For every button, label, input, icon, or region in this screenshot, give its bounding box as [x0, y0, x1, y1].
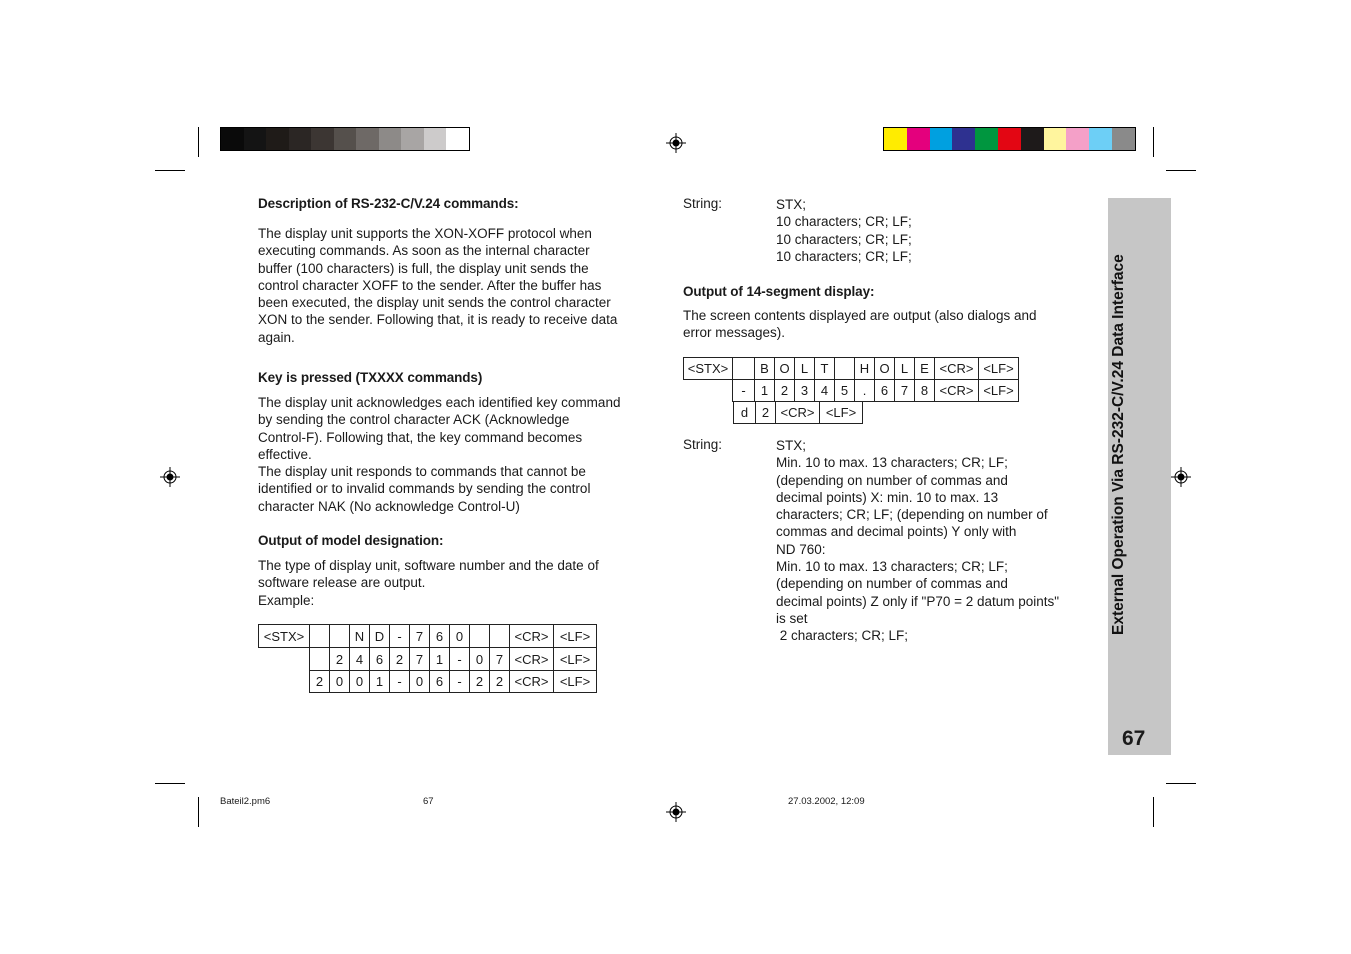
color-swatch [1021, 128, 1044, 150]
grey-swatch [289, 128, 312, 150]
table-cell: 0 [330, 671, 350, 693]
text-line: again. [258, 329, 295, 345]
string-label: String: [683, 196, 723, 211]
text-line: effective. [258, 446, 312, 462]
table-cell: 1 [370, 671, 390, 693]
text-line: Min. 10 to max. 13 characters; CR; LF; [776, 455, 1008, 471]
text-line: 10 characters; CR; LF; [776, 214, 912, 230]
table-cell: 2 [330, 648, 350, 671]
text-line: STX; [776, 197, 807, 212]
grey-calibration-strip [220, 127, 470, 151]
table-cell: . [855, 380, 875, 402]
text-line: commas and decimal points) Y only with [776, 524, 1017, 540]
text-line: character NAK (No acknowledge Control-U) [258, 498, 520, 514]
table-cell: 0 [450, 625, 470, 648]
text-line: STX; [776, 438, 807, 453]
model-designation-table [258, 624, 597, 693]
table-cell [259, 648, 310, 671]
table-cell: - [390, 671, 410, 693]
table-cell [330, 625, 350, 648]
text-line: The display unit acknowledges each identified key command [258, 395, 621, 410]
text-line: ND 760: [776, 541, 826, 557]
table-cell: 7 [410, 625, 430, 648]
text-line: (depending on number of commas and [776, 576, 1008, 592]
section-heading-key-pressed: Key is pressed (TXXXX commands) [258, 370, 483, 385]
table-cell: 2 [470, 671, 490, 693]
table-cell: <CR> [935, 380, 979, 402]
paragraph-model [258, 557, 663, 609]
color-swatch [975, 128, 998, 150]
footer-date: 27.03.2002, 12:09 [788, 796, 865, 807]
registration-mark-icon [666, 802, 686, 822]
table-cell: 2 [756, 402, 776, 424]
text-line: is set [776, 610, 808, 626]
section-heading-rs232: Description of RS-232-C/V.24 commands: [258, 196, 519, 211]
grey-swatch [266, 128, 289, 150]
paragraph-xon-xoff [258, 225, 663, 346]
string-label: String: [683, 437, 723, 452]
text-line: decimal points) X: min. 10 to max. 13 [776, 489, 999, 505]
table-cell: - [390, 625, 410, 648]
table-row [259, 648, 597, 671]
table-cell: <CR> [776, 402, 820, 424]
table-cell: 6 [875, 380, 895, 402]
grey-swatch [379, 128, 402, 150]
grey-swatch [446, 128, 469, 150]
crop-mark [1153, 797, 1154, 827]
paragraph-key-pressed [258, 394, 663, 515]
string-description-2 [776, 437, 1086, 645]
registration-mark-icon [160, 467, 180, 487]
table-cell: 2 [310, 671, 330, 693]
table-cell: - [450, 648, 470, 671]
table-cell: L [895, 358, 915, 380]
table-row [734, 402, 863, 424]
table-cell [470, 625, 490, 648]
grey-swatch [424, 128, 447, 150]
page-number: 67 [1122, 727, 1146, 750]
table-row [259, 625, 597, 648]
table-cell: 4 [815, 380, 835, 402]
crop-mark [198, 797, 199, 827]
crop-mark [1166, 783, 1196, 784]
grey-swatch [244, 128, 267, 150]
text-line: 10 characters; CR; LF; [776, 231, 912, 247]
table-cell [490, 625, 510, 648]
text-line: 10 characters; CR; LF; [776, 248, 912, 264]
segment-display-table [683, 357, 1019, 402]
table-cell [310, 648, 330, 671]
table-cell: 0 [350, 671, 370, 693]
table-cell [684, 380, 733, 402]
footer-page: 67 [423, 796, 434, 807]
table-cell: 8 [915, 380, 935, 402]
table-row [684, 380, 1019, 402]
table-cell: E [915, 358, 935, 380]
color-swatch [1044, 128, 1067, 150]
text-line: XON to the sender. Following that, it is ready to receive data [258, 312, 618, 328]
table-cell: <LF> [554, 648, 597, 671]
table-cell: d [734, 402, 756, 424]
crop-mark [155, 170, 185, 171]
color-swatch [952, 128, 975, 150]
table-row [259, 671, 597, 693]
table-cell: 6 [430, 625, 450, 648]
table-cell: <CR> [510, 625, 554, 648]
table-cell: <LF> [554, 671, 597, 693]
text-line: decimal points) Z only if "P70 = 2 datum points" [776, 593, 1060, 609]
table-cell: 6 [430, 671, 450, 693]
table-cell: T [815, 358, 835, 380]
crop-mark [155, 783, 185, 784]
registration-mark-icon [666, 133, 686, 153]
table-row [684, 358, 1019, 380]
table-cell: 7 [490, 648, 510, 671]
table-cell [259, 671, 310, 693]
table-cell: <STX> [684, 358, 733, 380]
text-line: executing commands. As soon as the internal character [258, 243, 590, 259]
text-line: 2 characters; CR; LF; [776, 628, 909, 644]
table-cell: L [795, 358, 815, 380]
color-swatch [1089, 128, 1112, 150]
table-cell: 0 [470, 648, 490, 671]
text-line: identified or to invalid commands by sending the control [258, 481, 591, 497]
chapter-title: External Operation Via RS-232-C/V.24 Data Interface [1110, 254, 1127, 635]
registration-mark-icon [1171, 467, 1191, 487]
table-cell: N [350, 625, 370, 648]
color-swatch [884, 128, 907, 150]
segment-display-table-row3 [733, 401, 863, 424]
color-swatch [930, 128, 953, 150]
crop-mark [198, 127, 199, 157]
section-heading-14-segment: Output of 14-segment display: [683, 284, 875, 299]
section-heading-model: Output of model designation: [258, 533, 444, 548]
paragraph-14-segment [683, 307, 1083, 342]
table-cell: 7 [410, 648, 430, 671]
table-cell: <LF> [820, 402, 863, 424]
color-swatch [1066, 128, 1089, 150]
text-line: been executed, the display unit sends the control character [258, 295, 611, 311]
text-line: The display unit responds to commands that cannot be [258, 464, 586, 480]
table-cell: <CR> [510, 671, 554, 693]
table-cell: <LF> [979, 358, 1019, 380]
grey-swatch [356, 128, 379, 150]
color-swatch [907, 128, 930, 150]
string-description-1 [776, 196, 1086, 265]
table-cell: <STX> [259, 625, 310, 648]
text-line: Control-F). Following that, the key command becomes [258, 429, 583, 445]
table-cell: - [450, 671, 470, 693]
table-cell: 6 [370, 648, 390, 671]
text-line: The display unit supports the XON-XOFF protocol when [258, 226, 592, 241]
table-cell [310, 625, 330, 648]
text-line: characters; CR; LF; (depending on number of [776, 507, 1048, 523]
table-cell: 2 [390, 648, 410, 671]
table-cell: <CR> [935, 358, 979, 380]
grey-swatch [334, 128, 357, 150]
table-cell [733, 358, 755, 380]
text-line: buffer (100 characters) is full, the display unit sends the [258, 260, 589, 276]
text-line: error messages). [683, 325, 786, 341]
table-cell: H [855, 358, 875, 380]
table-cell: 2 [775, 380, 795, 402]
table-cell: 3 [795, 380, 815, 402]
table-cell: 1 [755, 380, 775, 402]
crop-mark [1166, 170, 1196, 171]
table-cell: O [775, 358, 795, 380]
table-cell [835, 358, 855, 380]
table-cell: 0 [410, 671, 430, 693]
text-line: (depending on number of commas and [776, 472, 1008, 488]
color-swatch [998, 128, 1021, 150]
table-cell: D [370, 625, 390, 648]
text-line: control character XOFF to the sender. After the buffer has [258, 277, 602, 293]
text-line: Example: [258, 592, 315, 608]
crop-mark [1153, 127, 1154, 157]
table-cell: <LF> [554, 625, 597, 648]
grey-swatch [221, 128, 244, 150]
grey-swatch [311, 128, 334, 150]
text-line: The type of display unit, software number and the date of [258, 558, 599, 573]
footer-filename: Bateil2.pm6 [220, 796, 271, 807]
table-cell: 4 [350, 648, 370, 671]
table-cell: 7 [895, 380, 915, 402]
text-line: by sending the control character ACK (Acknowledge [258, 412, 570, 428]
text-line: Min. 10 to max. 13 characters; CR; LF; [776, 559, 1008, 575]
table-cell: <CR> [510, 648, 554, 671]
table-cell: - [733, 380, 755, 402]
grey-swatch [401, 128, 424, 150]
text-line: software release are output. [258, 575, 426, 591]
table-cell: B [755, 358, 775, 380]
color-calibration-strip [883, 127, 1136, 151]
table-cell: <LF> [979, 380, 1019, 402]
text-line: The screen contents displayed are output (also dialogs and [683, 308, 1037, 323]
table-cell: O [875, 358, 895, 380]
table-cell: 2 [490, 671, 510, 693]
color-swatch [1112, 128, 1135, 150]
table-cell: 1 [430, 648, 450, 671]
table-cell: 5 [835, 380, 855, 402]
